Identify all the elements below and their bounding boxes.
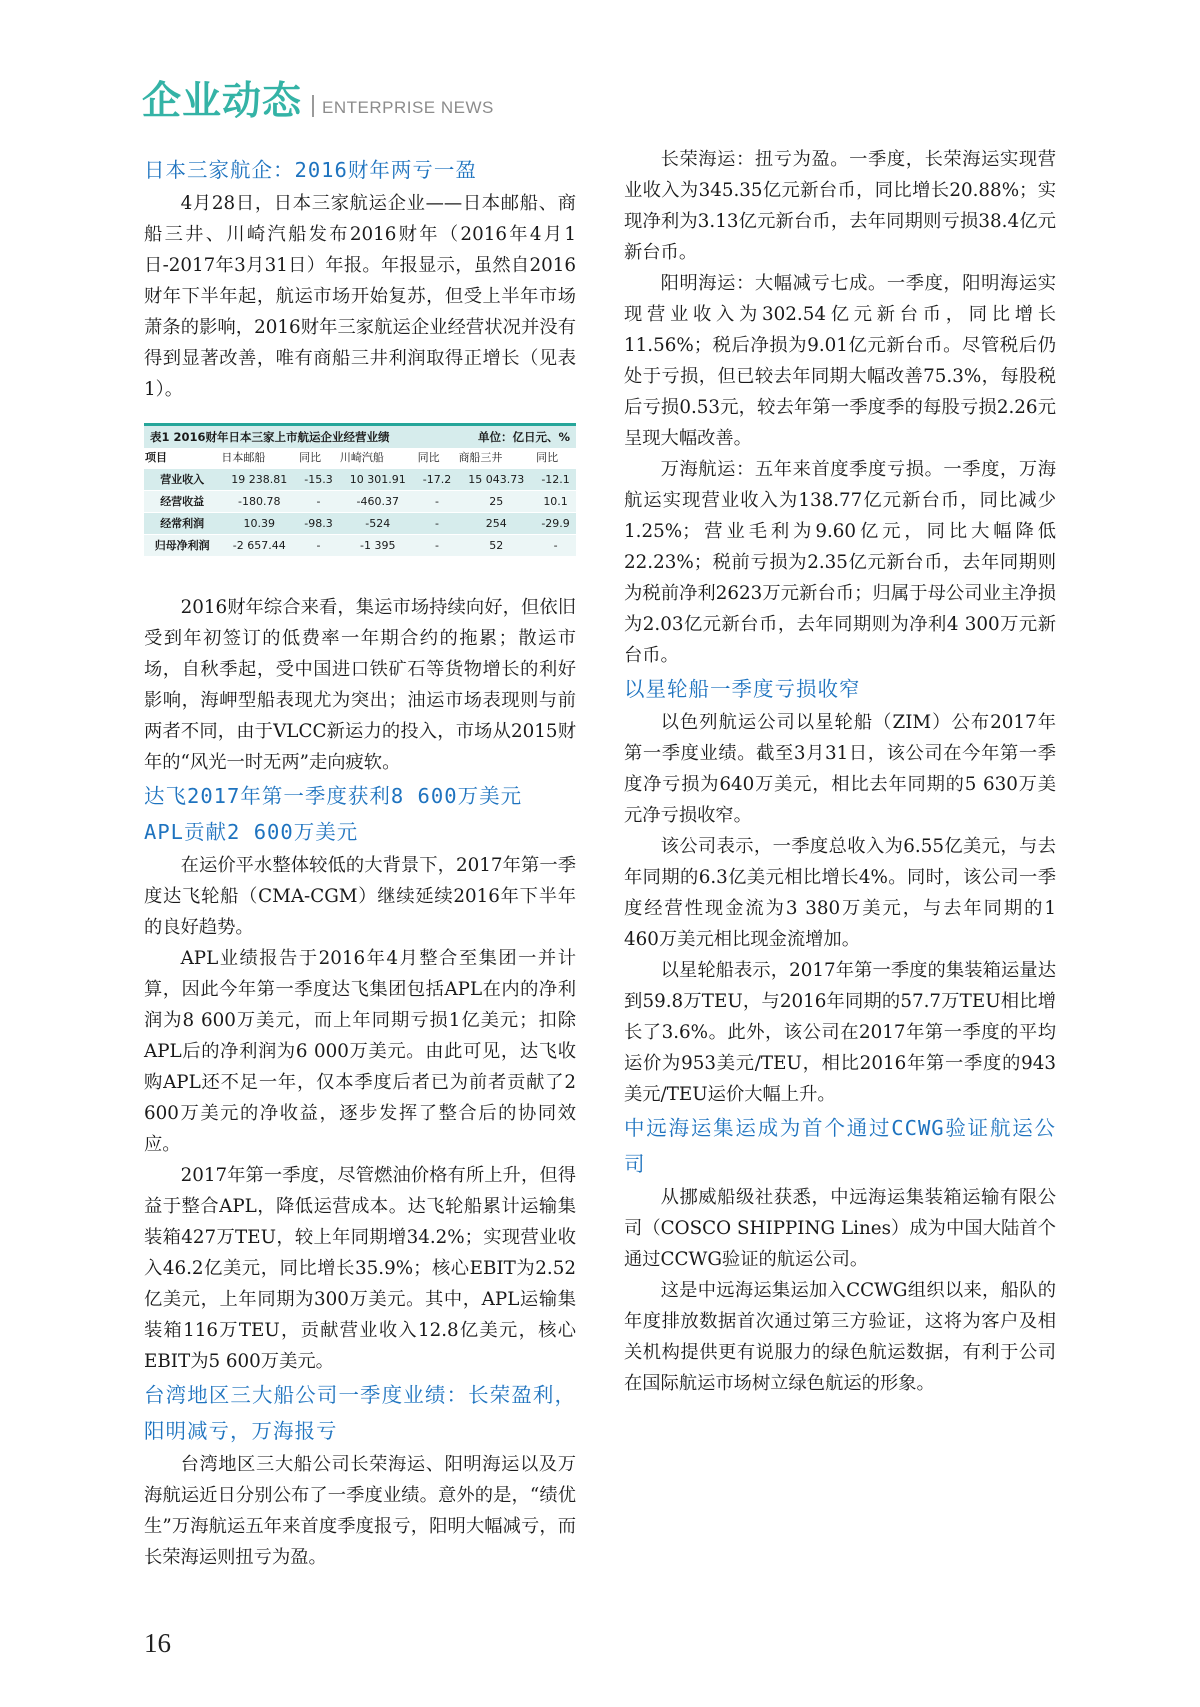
table-header-cell: 商船三井 <box>457 448 535 469</box>
table-cell: 归母净利润 <box>144 535 220 557</box>
article-title: 中远海运集运成为首个通过CCWG验证航运公司 <box>624 1116 1056 1176</box>
table-cell: - <box>535 535 576 557</box>
table-cell: 营业收入 <box>144 469 220 491</box>
paragraph: 阳明海运：大幅减亏七成。一季度，阳明海运实现营业收入为302.54亿元新台币，同比增长11.56%；税后净损为9.01亿元新台币。尽管税后仍处于亏损，但已较去年同期大幅改善75.3%，每股税后亏损0.53元，较去年第一季度季的每股亏损2.26元呈现大幅改善。 <box>624 273 1056 449</box>
table-cell: -98.3 <box>298 513 339 535</box>
table-header-cell: 同比 <box>298 448 339 469</box>
table-cell: -15.3 <box>298 469 339 491</box>
paragraph: 2017年第一季度，尽管燃油价格有所上升，但得益于整合APL，降低运营成本。达飞轮船累计运输集装箱427万TEU，较上年同期增34.2%；实现营业收入46.2亿美元，同比增长35.9%；核心EBIT为2.52亿美元，上年同期为300万美元。其中，APL运输集装箱116万TEU，贡献营业收入12.8亿美元，核心EBIT为5 600万美元。 <box>144 1165 576 1372</box>
table-cell: - <box>298 491 339 513</box>
table-cell: - <box>298 535 339 557</box>
table-row <box>144 535 576 557</box>
table-cell: -1 395 <box>339 535 417 557</box>
table-header-row <box>144 448 576 469</box>
paragraph: 长荣海运：扭亏为盈。一季度，长荣海运实现营业收入为345.35亿元新台币，同比增长20.88%；实现净利为3.13亿元新台币，去年同期则亏损38.4亿元新台币。 <box>624 149 1056 263</box>
data-table <box>144 448 576 556</box>
table-cell: - <box>417 513 458 535</box>
table-header-cell: 同比 <box>535 448 576 469</box>
table-header-cell: 项目 <box>144 448 220 469</box>
table-cell: -12.1 <box>535 469 576 491</box>
page-number: 16 <box>144 1628 171 1658</box>
table-header-cell: 川崎汽船 <box>339 448 417 469</box>
table-cell: -180.78 <box>220 491 298 513</box>
table-cell: 254 <box>457 513 535 535</box>
article-title: 达飞2017年第一季度获利8 600万美元 <box>144 784 523 808</box>
article-title: 以星轮船一季度亏损收窄 <box>624 677 861 701</box>
table-cell: 10 301.91 <box>339 469 417 491</box>
header-divider <box>312 95 314 117</box>
table-cell: 19 238.81 <box>220 469 298 491</box>
table-cell: -2 657.44 <box>220 535 298 557</box>
table-row <box>144 513 576 535</box>
section-header <box>142 79 494 124</box>
table-caption: 表1 2016财年日本三家上市航运企业经营业绩 <box>150 430 390 444</box>
table-cell: 经常利润 <box>144 513 220 535</box>
table-cell: 10.39 <box>220 513 298 535</box>
table-header-cell: 日本邮船 <box>220 448 298 469</box>
table-unit: 单位：亿日元、% <box>477 430 570 444</box>
paragraph: 以色列航运公司以星轮船（ZIM）公布2017年第一季度业绩。截至3月31日，该公司在今年第一季度净亏损为640万美元，相比去年同期的5 630万美元净亏损收窄。 <box>624 712 1056 826</box>
table-row <box>144 491 576 513</box>
paragraph: 台湾地区三大船公司长荣海运、阳明海运以及万海航运近日分别公布了一季度业绩。意外的是，“绩优生”万海航运五年来首度季度报亏，阳明大幅减亏，而长荣海运则扭亏为盈。 <box>144 1454 576 1568</box>
right-column <box>624 144 1056 1399</box>
paragraph: 在运价平水整体较低的大背景下，2017年第一季度达飞轮船（CMA-CGM）继续延续2016年下半年的良好趋势。 <box>144 855 576 938</box>
article-title: 台湾地区三大船公司一季度业绩：长荣盈利，阳明减亏，万海报亏 <box>144 1383 576 1443</box>
paragraph: 以星轮船表示，2017年第一季度的集装箱运量达到59.8万TEU，与2016年同期的57.7万TEU相比增长了3.6%。此外，该公司在2017年第一季度的平均运价为953美元/TEU，相比2016年第一季度的943美元/TEU运价大幅上升。 <box>624 960 1056 1105</box>
paragraph: 从挪威船级社获悉，中远海运集装箱运输有限公司（COSCO SHIPPING Lines）成为中国大陆首个通过CCWG验证的航运公司。 <box>624 1187 1056 1270</box>
table-caption-row <box>144 426 576 448</box>
table-cell: -17.2 <box>417 469 458 491</box>
paragraph: 这是中远海运集运加入CCWG组织以来，船队的年度排放数据首次通过第三方验证，这将为客户及相关机构提供更有说服力的绿色航运数据，有利于公司在国际航运市场树立绿色航运的形象。 <box>624 1280 1056 1394</box>
section-title: 企业动态 <box>142 79 303 124</box>
table-cell: 10.1 <box>535 491 576 513</box>
table-cell: 15 043.73 <box>457 469 535 491</box>
table-1 <box>144 423 576 556</box>
paragraph: APL业绩报告于2016年4月整合至集团一并计算，因此今年第一季度达飞集团包括APL在内的净利润为8 600万美元，而上年同期亏损1亿美元；扣除APL后的净利润为6 000万美元。由此可见，达飞收购APL还不足一年，仅本季度后者已为前者贡献了2 600万美元的净收益，逐步发挥了整合后的协同效应。 <box>144 948 576 1155</box>
table-cell: -524 <box>339 513 417 535</box>
paragraph: 该公司表示，一季度总收入为6.55亿美元，与去年同期的6.3亿美元相比增长4%。同时，该公司一季度经营性现金流为3 380万美元，与去年同期的1 460万美元相比现金流增加。 <box>624 836 1056 950</box>
table-cell: - <box>417 535 458 557</box>
table-row <box>144 469 576 491</box>
table-cell: 52 <box>457 535 535 557</box>
paragraph: 万海航运：五年来首度季度亏损。一季度，万海航运实现营业收入为138.77亿元新台币，同比减少1.25%；营业毛利为9.60亿元，同比大幅降低22.23%；税前亏损为2.35亿元新台币，去年同期则为税前净利2623万元新台币；归属于母公司业主净损为2.03亿元新台币，去年同期则为净利4 300万元新台币。 <box>624 459 1056 666</box>
table-cell: 经营收益 <box>144 491 220 513</box>
left-column <box>144 152 576 1573</box>
table-header-cell: 同比 <box>417 448 458 469</box>
paragraph: 4月28日，日本三家航运企业——日本邮船、商船三井、川崎汽船发布2016财年（2016年4月1日-2017年3月31日）年报。年报显示，虽然自2016财年下半年起，航运市场开始复苏，但受上半年市场萧条的影响，2016财年三家航运企业经营状况并没有得到显著改善，唯有商船三井利润取得正增长（见表1）。 <box>144 193 576 400</box>
table-cell: 25 <box>457 491 535 513</box>
article-title: 日本三家航企：2016财年两亏一盈 <box>144 158 477 182</box>
paragraph: 2016财年综合来看，集运市场持续向好，但依旧受到年初签订的低费率一年期合约的拖累；散运市场，自秋季起，受中国进口铁矿石等货物增长的利好影响，海岬型船表现尤为突出；油运市场表现则与前两者不同，由于VLCC新运力的投入，市场从2015财年的“风光一时无两”走向疲软。 <box>144 597 576 773</box>
section-subtitle: ENTERPRISE NEWS <box>322 98 494 117</box>
table-cell: -29.9 <box>535 513 576 535</box>
table-cell: -460.37 <box>339 491 417 513</box>
article-title: APL贡献2 600万美元 <box>144 820 359 844</box>
table-cell: - <box>417 491 458 513</box>
